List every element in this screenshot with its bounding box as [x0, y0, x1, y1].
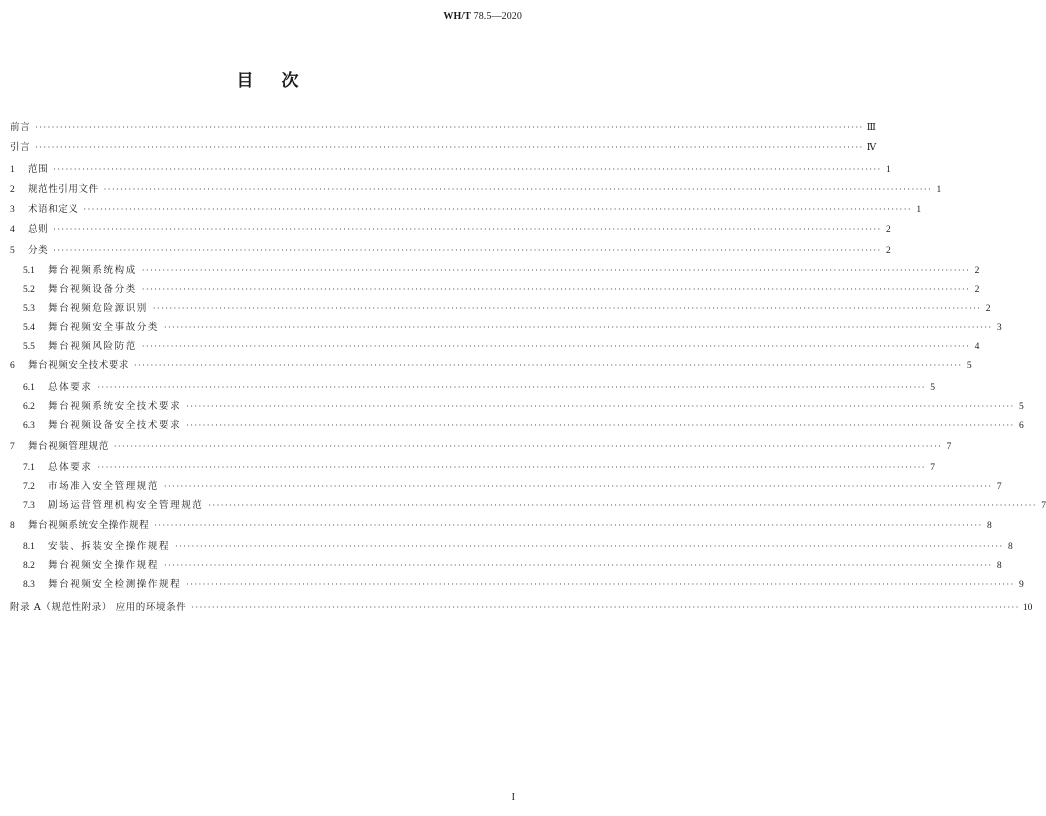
toc-entry-page: 2 — [985, 304, 991, 314]
toc-leader-dots: ········································································································································································································ — [35, 143, 864, 152]
toc-entry-page: 10 — [1022, 603, 1033, 613]
toc-leader-dots: ········································································································································································································ — [191, 603, 1020, 612]
toc-entry-label: 舞台视频风险防范 — [48, 341, 137, 352]
toc-entry-number: 5.3 — [23, 304, 35, 314]
toc-entry-page: 8 — [987, 521, 992, 531]
toc-entry-label: 舞台视频系统安全操作规程 — [28, 520, 150, 531]
toc-entry-page: 2 — [974, 285, 980, 295]
toc-entry[interactable] — [23, 577, 1024, 593]
toc-leader-dots: ········································································································································································································ — [141, 342, 971, 351]
toc-entry-label: 剧场运营管理机构安全管理规范 — [48, 500, 204, 511]
toc-entry-label: 舞台视频设备分类 — [48, 284, 137, 295]
toc-entry-page: 5 — [1019, 402, 1024, 412]
toc-entry-number: 2 — [10, 185, 15, 195]
toc-leader-dots: ········································································································································································································ — [164, 561, 993, 570]
toc-entry-page: 1 — [886, 165, 891, 175]
standard-number: 78.5—2020 — [473, 11, 522, 22]
toc-entry-page: Ⅳ — [866, 143, 877, 153]
toc-entry-label: 舞台视频安全检测操作规程 — [48, 579, 182, 590]
toc-entry[interactable] — [10, 439, 952, 455]
toc-entry[interactable] — [23, 282, 980, 298]
toc-entry-number: 5.4 — [23, 323, 35, 333]
toc-leader-dots: ········································································································································································································ — [164, 482, 993, 491]
toc-leader-dots: ········································································································································································································ — [97, 383, 926, 392]
toc-entry-page: 7 — [946, 442, 952, 452]
toc-entry-label: 安装、拆装安全操作规程 — [48, 541, 171, 552]
toc-leader-dots: ········································································································································································································ — [208, 501, 1037, 510]
toc-entry-label: 舞台视频危险源识别 — [48, 303, 148, 314]
toc-entry-page: Ⅲ — [866, 123, 876, 133]
toc-entry-number: 5.5 — [23, 342, 35, 352]
toc-leader-dots: ········································································································································································································ — [186, 421, 1015, 430]
toc-entry-label: 分类 — [28, 245, 49, 256]
toc-entry[interactable] — [10, 222, 891, 238]
toc-entry-label: 总体要求 — [48, 382, 93, 393]
toc-entry-label: 舞台视频安全操作规程 — [48, 560, 160, 571]
toc-entry-label: 总则 — [28, 224, 49, 235]
toc-entry-number: 8.1 — [23, 542, 35, 552]
toc-entry-number: 8 — [10, 521, 15, 531]
toc-entry-page: 5 — [930, 383, 935, 393]
toc-entry[interactable] — [10, 120, 876, 136]
toc-entry-page: 8 — [1007, 542, 1013, 552]
toc-entry-number: 5 — [10, 246, 15, 256]
toc-entry-page: 7 — [1041, 501, 1046, 511]
toc-entry[interactable] — [23, 380, 935, 396]
page-title: 目次 — [236, 71, 327, 91]
toc-entry-label: 舞台视频系统安全技术要求 — [48, 401, 182, 412]
standard-code — [443, 11, 522, 22]
toc-entry[interactable] — [23, 320, 1002, 336]
toc-leader-dots: ········································································································································································································ — [175, 542, 1004, 551]
toc-entry[interactable] — [10, 182, 942, 198]
toc-entry[interactable] — [10, 600, 1033, 616]
toc-leader-dots: ········································································································································································································ — [53, 225, 882, 234]
toc-leader-dots: ········································································································································································································ — [152, 304, 982, 313]
toc-entry-label: 总体要求 — [48, 462, 93, 473]
toc-entry-page: 7 — [996, 482, 1002, 492]
toc-entry-label: 舞台视频管理规范 — [28, 441, 109, 452]
toc-entry[interactable] — [23, 558, 1002, 574]
toc-entry[interactable] — [10, 358, 972, 374]
toc-leader-dots: ········································································································································································································ — [53, 165, 882, 174]
toc-entry[interactable] — [23, 418, 1024, 434]
toc-leader-dots: ········································································································································································································ — [134, 361, 963, 370]
toc-entry-page: 2 — [886, 246, 891, 256]
toc-entry[interactable] — [23, 339, 980, 355]
toc-entry[interactable] — [10, 518, 992, 534]
toc-entry-label: 术语和定义 — [28, 204, 79, 215]
toc-entry-page: 2 — [886, 225, 891, 235]
toc-entry-number: 5.2 — [23, 285, 35, 295]
toc-entry[interactable] — [23, 263, 980, 279]
toc-leader-dots: ········································································································································································································ — [164, 323, 993, 332]
toc-entry-page: 1 — [916, 205, 922, 215]
toc-leader-dots: ········································································································································································································ — [97, 463, 926, 472]
toc-entry-page: 5 — [966, 361, 972, 371]
toc-entry-label: 附录 A（规范性附录） 应用的环境条件 — [10, 602, 187, 613]
toc-entry-page: 2 — [974, 266, 980, 276]
toc-entry-page: 9 — [1019, 580, 1024, 590]
toc-entry-label: 舞台视频设备安全技术要求 — [48, 420, 182, 431]
toc-leader-dots: ········································································································································································································ — [83, 205, 913, 214]
toc-entry[interactable] — [23, 479, 1002, 495]
toc-leader-dots: ········································································································································································································ — [113, 442, 943, 451]
toc-entry-number: 6.3 — [23, 421, 35, 431]
toc-entry-page: 7 — [930, 463, 935, 473]
toc-entry-page: 8 — [996, 561, 1002, 571]
toc-leader-dots: ········································································································································································································ — [53, 246, 882, 255]
toc-entry-number: 6 — [10, 361, 15, 371]
toc-leader-dots: ········································································································································································································ — [186, 402, 1015, 411]
toc-entry[interactable] — [10, 243, 891, 259]
toc-entry-label: 范围 — [28, 164, 49, 175]
toc-leader-dots: ········································································································································································································ — [35, 123, 864, 132]
toc-entry-label: 市场准入安全管理规范 — [48, 481, 160, 492]
toc-entry-label: 引言 — [10, 142, 31, 153]
toc-entry-label: 规范性引用文件 — [28, 184, 99, 195]
toc-entry-page: 4 — [974, 342, 980, 352]
toc-entry-number: 4 — [10, 225, 15, 235]
toc-leader-dots: ········································································································································································································ — [186, 580, 1015, 589]
toc-entry-label: 舞台视频系统构成 — [48, 265, 137, 276]
toc-entry-page: 3 — [996, 323, 1002, 333]
toc-entry[interactable] — [10, 140, 877, 156]
toc-leader-dots: ········································································································································································································ — [141, 285, 971, 294]
toc-entry-number: 7.3 — [23, 501, 35, 511]
toc-entry-page: 1 — [936, 185, 942, 195]
toc-leader-dots: ········································································································································································································ — [141, 266, 971, 275]
toc-entry-number: 1 — [10, 165, 15, 175]
page-number: I — [511, 792, 515, 803]
toc-entry-label: 舞台视频安全事故分类 — [48, 322, 160, 333]
toc-entry-number: 8.2 — [23, 561, 35, 571]
toc-entry[interactable] — [23, 301, 991, 317]
toc-entry[interactable] — [23, 399, 1024, 415]
toc-entry-page: 6 — [1019, 421, 1024, 431]
toc-entry-label: 舞台视频安全技术要求 — [28, 360, 130, 371]
toc-entry-number: 8.3 — [23, 580, 35, 590]
toc-entry-number: 5.1 — [23, 266, 35, 276]
toc-entry[interactable] — [23, 539, 1013, 555]
toc-entry[interactable] — [10, 202, 922, 218]
toc-entry-number: 6.2 — [23, 402, 35, 412]
toc-entry-number: 7 — [10, 442, 15, 452]
toc-entry-number: 7.2 — [23, 482, 35, 492]
toc-entry[interactable] — [23, 460, 935, 476]
toc-leader-dots: ········································································································································································································ — [154, 521, 983, 530]
toc-entry[interactable] — [10, 162, 891, 178]
toc-entry-label: 前言 — [10, 122, 31, 133]
toc-entry[interactable] — [23, 498, 1046, 514]
toc-entry-number: 7.1 — [23, 463, 35, 473]
toc-entry-number: 6.1 — [23, 383, 35, 393]
standard-prefix: WH/T — [443, 11, 471, 22]
toc-leader-dots: ········································································································································································································ — [103, 185, 933, 194]
toc-entry-number: 3 — [10, 205, 15, 215]
